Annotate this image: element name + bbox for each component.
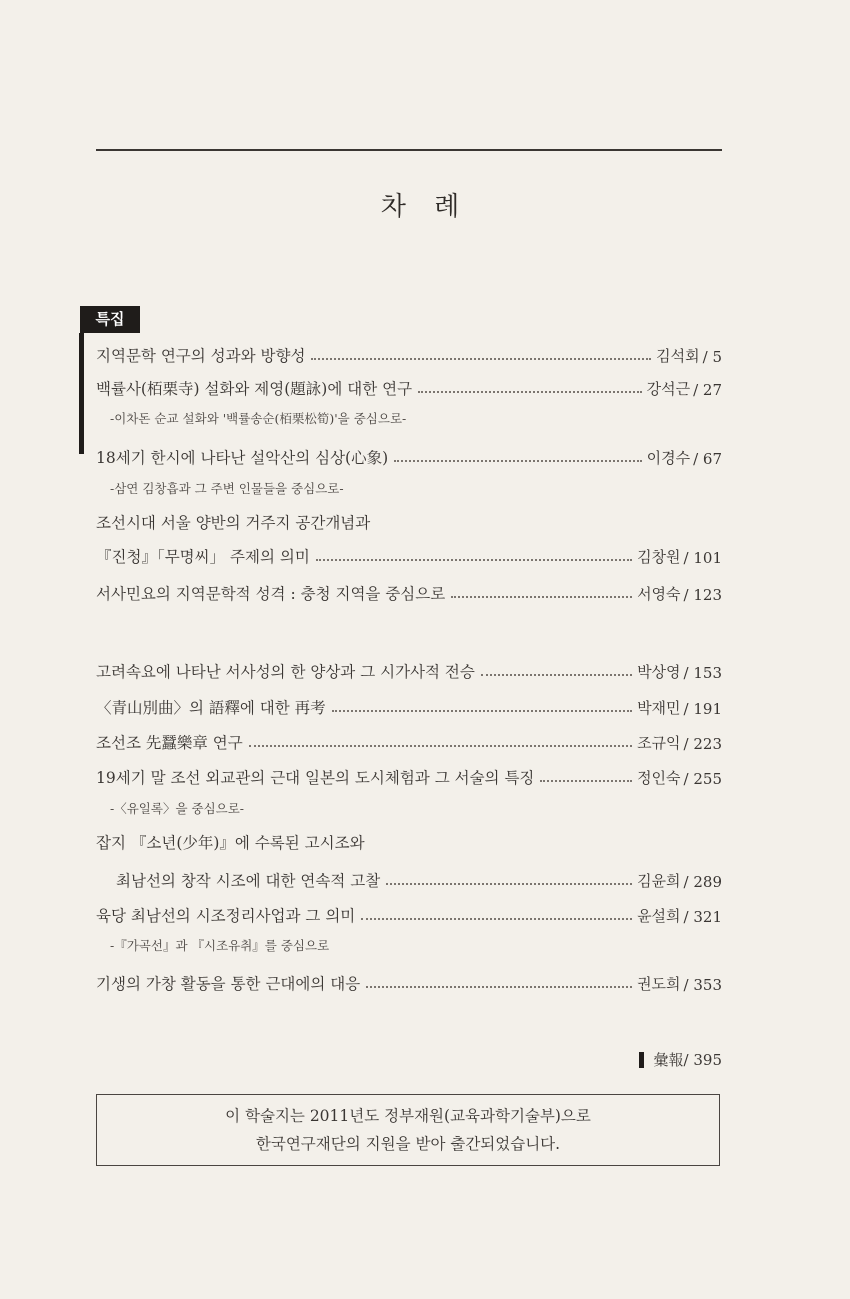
leader-dots (332, 710, 632, 712)
entry-author: 서영숙 (637, 585, 681, 603)
notice-line-1: 이 학술지는 2011년도 정부재원(교육과학기술부)으로 (225, 1107, 591, 1125)
entry-title: 백률사(栢栗寺) 설화와 제영(題詠)에 대한 연구 (96, 380, 413, 398)
entry-page: / 5 (702, 348, 722, 366)
entry-page: / 27 (693, 381, 722, 399)
entry-page: / 353 (683, 976, 722, 994)
toc-entry[interactable] (96, 692, 722, 718)
entry-author: 김창원 (637, 548, 681, 566)
entry-page: / 289 (683, 873, 722, 891)
toc-entry[interactable] (96, 373, 722, 399)
entry-author: 강석근 (646, 380, 691, 398)
entry-title: 육당 최남선의 시조정리사업과 그 의미 (96, 907, 356, 925)
entry-author: 김석회 (656, 347, 700, 365)
leader-dots (540, 780, 632, 782)
entry-title: 서사민요의 지역문학적 성격 : 충청 지역을 중심으로 (96, 585, 446, 603)
entry-title: 고려속요에 나타난 서사성의 한 양상과 그 시가사적 전승 (96, 663, 475, 681)
entry-page: / 153 (683, 664, 722, 682)
toc-entry[interactable] (96, 968, 722, 994)
leader-dots (361, 918, 632, 920)
toc-entry[interactable] (96, 442, 722, 468)
leader-dots (394, 460, 641, 462)
toc-entry[interactable] (96, 578, 722, 604)
leader-dots (249, 745, 632, 747)
toc-entry[interactable] (96, 340, 722, 366)
leader-dots (481, 674, 632, 676)
toc-entry[interactable] (96, 541, 722, 567)
top-rule (96, 149, 722, 151)
section-badge: 특집 (80, 306, 140, 333)
appendix-entry[interactable] (639, 1049, 722, 1070)
entry-page: / 67 (693, 450, 722, 468)
entry-title-line[interactable]: 잡지 『소년(少年)』에 수록된 고시조와 (96, 834, 365, 852)
toc-entry[interactable] (96, 656, 722, 682)
entry-subtitle: -이차돈 순교 설화와 '백률송순(栢栗松筍)'을 중심으로- (110, 411, 407, 426)
entry-author: 권도희 (637, 975, 681, 993)
entry-title: 『진청』「무명씨」 주제의 의미 (96, 548, 310, 566)
entry-page: / 123 (683, 586, 722, 604)
entry-page: / 191 (683, 700, 722, 718)
entry-page: / 101 (683, 549, 722, 567)
entry-subtitle: -『가곡선』과 『시조유취』를 중심으로 (110, 938, 330, 953)
appendix-marker (639, 1052, 644, 1068)
entry-page: / 321 (683, 908, 722, 926)
toc-entry[interactable] (96, 900, 722, 926)
entry-title: 지역문학 연구의 성과와 방향성 (96, 347, 306, 365)
funding-notice (96, 1094, 720, 1166)
leader-dots (316, 559, 632, 561)
appendix-page: / 395 (683, 1050, 722, 1069)
leader-dots (386, 883, 632, 885)
entry-author: 박재민 (637, 699, 681, 717)
entry-title: 18세기 한시에 나타난 설악산의 심상(心象) (96, 449, 389, 467)
entry-subtitle: -〈유일록〉을 중심으로- (110, 801, 245, 816)
entry-author: 윤설희 (637, 907, 681, 925)
entry-page: / 223 (683, 735, 722, 753)
section-side-bar (79, 333, 84, 454)
toc-entry[interactable] (116, 865, 722, 891)
leader-dots (451, 596, 632, 598)
appendix-label: 彙報 (653, 1051, 684, 1069)
entry-page: / 255 (683, 770, 722, 788)
entry-title: 조선조 先蠶樂章 연구 (96, 734, 243, 752)
entry-author: 정인숙 (637, 769, 681, 787)
page-title: 차 례 (380, 192, 470, 222)
entry-subtitle: -삼연 김창흡과 그 주변 인물들을 중심으로- (110, 481, 344, 496)
entry-author: 김윤희 (637, 872, 681, 890)
entry-author: 이경수 (646, 449, 691, 467)
entry-author: 박상영 (637, 663, 681, 681)
leader-dots (311, 358, 651, 360)
entry-title: 기생의 가창 활동을 통한 근대에의 대응 (96, 975, 361, 993)
leader-dots (366, 986, 632, 988)
toc-entry[interactable] (96, 727, 722, 753)
toc-entry[interactable] (96, 762, 722, 788)
notice-line-2: 한국연구재단의 지원을 받아 출간되었습니다. (255, 1135, 561, 1153)
entry-title-line[interactable]: 조선시대 서울 양반의 거주지 공간개념과 (96, 514, 371, 532)
entry-author: 조규익 (637, 734, 681, 752)
leader-dots (418, 391, 642, 393)
entry-title: 최남선의 창작 시조에 대한 연속적 고찰 (116, 872, 381, 890)
entry-title: 〈青山別曲〉의 語釋에 대한 再考 (96, 699, 326, 717)
entry-title: 19세기 말 조선 외교관의 근대 일본의 도시체험과 그 서술의 특징 (96, 769, 535, 787)
